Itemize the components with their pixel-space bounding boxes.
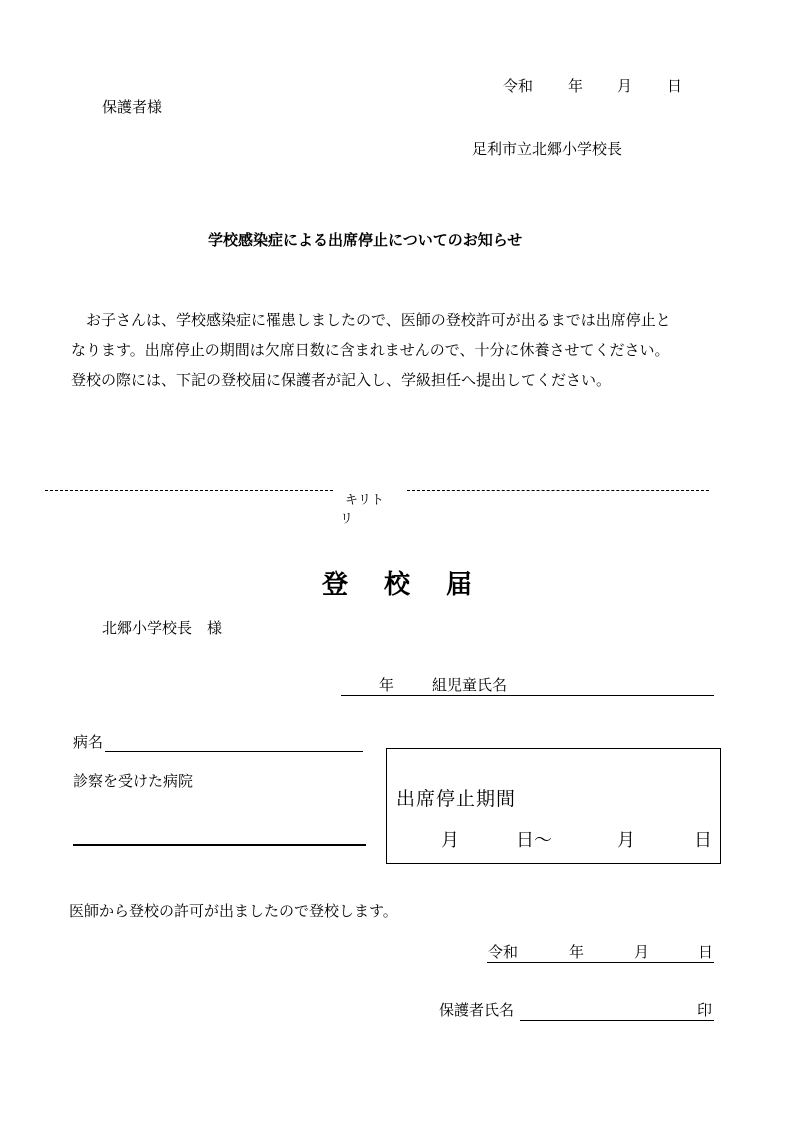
cut-line-label-1: キリト <box>345 493 385 508</box>
form-title: 登校届 <box>322 570 509 600</box>
cut-line-right <box>407 490 709 491</box>
form-date-year: 年 <box>569 943 585 961</box>
notice-title: 学校感染症による出席停止についてのお知らせ <box>208 231 523 249</box>
form-date-month: 月 <box>634 943 650 961</box>
period-to-day: 日 <box>694 830 712 851</box>
guardian-name-field[interactable] <box>520 1020 714 1021</box>
header-date-year: 年 <box>568 77 584 95</box>
notice-line-2: なります。出席停止の期間は欠席日数に含まれませんので、十分に休養させてください。 <box>71 341 670 359</box>
student-name-field[interactable] <box>341 695 714 696</box>
disease-label: 病名 <box>73 733 104 751</box>
form-date-day: 日 <box>698 943 714 961</box>
form-addressee: 北郷小学校長 様 <box>102 619 223 637</box>
period-from-month: 月 <box>441 830 459 851</box>
form-grade-label: 年 <box>379 676 395 694</box>
period-from-day: 日～ <box>516 830 552 851</box>
notice-line-1: お子さんは、学校感染症に罹患しましたので、医師の登校許可が出るまでは出席停止と <box>86 311 671 329</box>
header-date-month: 月 <box>617 77 633 95</box>
header-sender: 足利市立北郷小学校長 <box>472 140 623 158</box>
period-to-month: 月 <box>617 830 635 851</box>
hospital-field[interactable] <box>73 844 366 846</box>
cut-line-label-2: リ <box>340 512 354 527</box>
hospital-label: 診察を受けた病院 <box>73 772 194 790</box>
form-date-field[interactable] <box>487 962 714 963</box>
form-class-name-label: 組児童氏名 <box>432 676 508 694</box>
absence-period-title: 出席停止期間 <box>396 788 517 810</box>
notice-line-3: 登校の際には、下記の登校届に保護者が記入し、学級担任へ提出してください。 <box>71 371 612 389</box>
guardian-label: 保護者氏名 <box>439 1001 515 1019</box>
disease-field[interactable] <box>105 751 363 752</box>
header-addressee: 保護者様 <box>102 98 163 116</box>
seal-label: 印 <box>697 1001 713 1019</box>
header-date-era: 令和 <box>503 77 534 95</box>
cut-line-left <box>45 490 333 491</box>
header-date-day: 日 <box>667 77 683 95</box>
notice-body <box>71 305 721 395</box>
form-date-era: 令和 <box>488 943 519 961</box>
form-statement: 医師から登校の許可が出ましたので登校します。 <box>69 902 398 920</box>
